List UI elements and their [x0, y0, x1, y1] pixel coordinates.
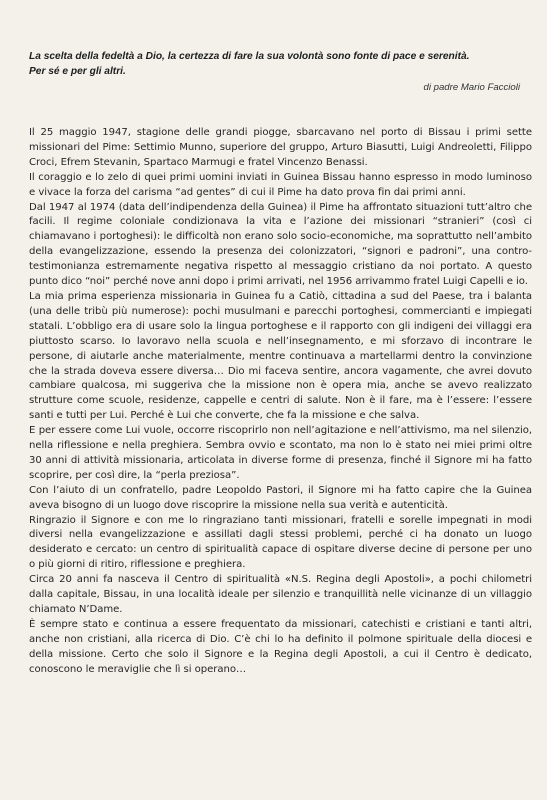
paragraph: E per essere come Lui vuole, occorre riscoprirlo non nell’agitazione e nell’attivismo, ma nel silenzio, nella riflessione e nella preghiera. Sembra ovvio e scontato, ma non lo è stato nei miei primi oltre 30 anni di attività missionaria, articolata in diverse forme di presenza, finché il Signore mi ha fatto scoprire, per così dire, la “perla preziosa”. [29, 425, 532, 481]
epigraph [29, 50, 534, 79]
article-body [29, 126, 532, 678]
paragraph: Dal 1947 al 1974 (data dell’indipendenza della Guinea) il Pime ha affrontato situazioni tutt’altro che facili. Il regime coloniale condizionava la vita e l’azione dei missionari “stranieri” (così ci chiamavano i portoghesi): le difficoltà non erano solo socio-economiche, ma soprattutto nell’ambito della evangelizzazione, essendo la presenza dei colonizzatori, “signori e padroni”, una contro-testimonianza estremamente negativa rispetto al messaggio cristiano da noi portato. A questo punto dico “noi” perché nove anni dopo i primi arrivati, nel 1956 arrivammo fratel Luigi Capelli e io. [29, 201, 532, 288]
paragraph: È sempre stato e continua a essere frequentato da missionari, catechisti e cristiani e tanti altri, anche non cristiani, alla ricerca di Dio. C’è chi lo ha definito il polmone spirituale della diocesi e della missione. Certo che solo il Signore e la Regina degli Apostoli, a cui il Centro è dedicato, conoscono le meraviglie che lì si operano… [29, 618, 532, 675]
paragraph: La mia prima esperienza missionaria in Guinea fu a Catiò, cittadina a sud del Paese, tra i balanta (una delle tribù più numerose): pochi musulmani e parecchi portoghesi, commercianti e impiegati statali. L’obbligo era di usare solo la lingua portoghese e il rapporto con gli indigeni dei villaggi era piuttosto scarso. Io lavoravo nella scuola e nell’insegnamento, e mi sforzavo di incontrare le persone, di aiutarle anche materialmente, mentre continuava a martellarmi dentro la convinzione che la strada doveva essere diversa… Dio mi faceva sentire, ancora vagamente, che avrei dovuto cambiare qualcosa, mi suggeriva che la missione non è opera mia, anche se avevo realizzato strutture come scuole, residenze, cappelle e centri di salute. Non è il fare, ma è l’essere: l’essere santi e tutti per Lui. Perché è Lui che converte, che fa la missione e che salva. [29, 290, 532, 422]
epigraph-author: di padre Mario Faccioli [423, 82, 520, 93]
paragraph: Con l’aiuto di un confratello, padre Leopoldo Pastori, il Signore mi ha fatto capire che la Guinea aveva bisogno di un luogo dove riscoprire la missione nella sua verità e autenticità. [29, 484, 532, 511]
paragraph: Il coraggio e lo zelo di quei primi uomini inviati in Guinea Bissau hanno espresso in modo luminoso e vivace la forza del carisma “ad gentes” di cui il Pime ha dato prova fin dai primi anni. [29, 171, 532, 198]
epigraph-line-1: La scelta della fedeltà a Dio, la certezza di fare la sua volontà sono fonte di pace e serenità. [29, 51, 470, 62]
paragraph: Circa 20 anni fa nasceva il Centro di spiritualità «N.S. Regina degli Apostoli», a pochi chilometri dalla capitale, Bissau, in una località ideale per silenzio e tranquillità nelle vicinanze di un villaggio chiamato N’Dame. [29, 574, 532, 615]
epigraph-line-2: Per sé e per gli altri. [29, 65, 126, 77]
paragraph: Ringrazio il Signore e con me lo ringraziano tanti missionari, fratelli e sorelle impegnati in modi diversi nella evangelizzazione e assillati dagli stessi problemi, perché ci ha donato un luogo desiderato e cercato: un centro di spiritualità capace di ospitare diverse decine di persone per uno o più giorni di ritiro, riflessione e preghiera. [29, 514, 532, 571]
paragraph: Il 25 maggio 1947, stagione delle grandi piogge, sbarcavano nel porto di Bissau i primi sette missionari del Pime: Settimio Munno, superiore del gruppo, Arturo Biasutti, Luigi Andreoletti, Filippo Croci, Efrem Stevanin, Spartaco Marmugi e fratel Vincenzo Benassi. [29, 127, 532, 168]
